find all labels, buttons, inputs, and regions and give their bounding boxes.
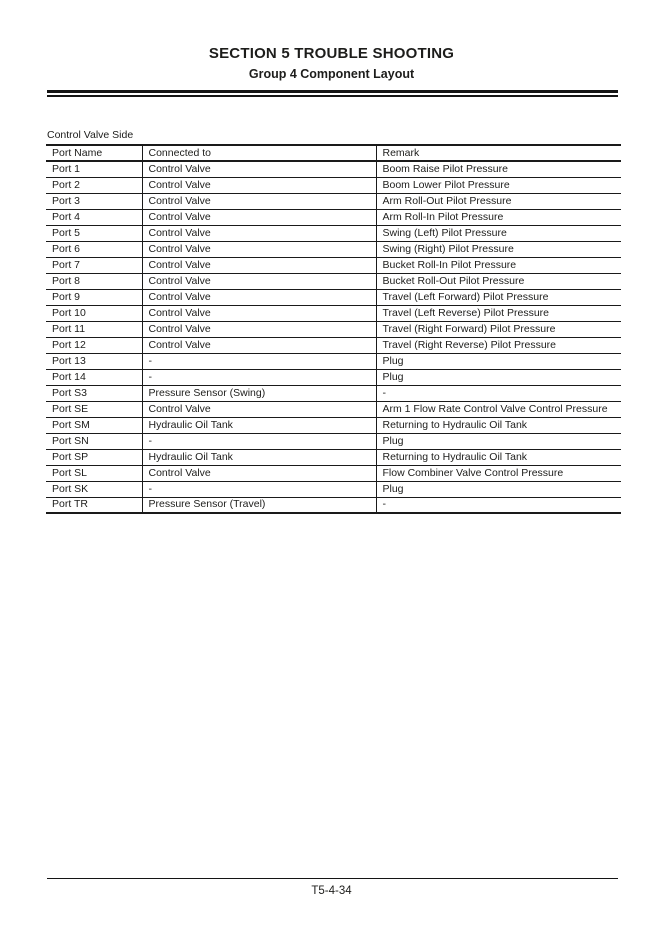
table-cell: Swing (Right) Pilot Pressure <box>376 241 621 257</box>
table-cell: Control Valve <box>142 289 376 305</box>
table-cell: - <box>142 433 376 449</box>
footer-divider <box>47 878 618 879</box>
table-row <box>46 305 621 321</box>
table-row <box>46 433 621 449</box>
col-header-remark: Remark <box>376 145 621 161</box>
table-cell: Port SL <box>46 465 142 481</box>
table-cell: Control Valve <box>142 241 376 257</box>
table-row <box>46 321 621 337</box>
table-row <box>46 417 621 433</box>
table-cell: Arm Roll-Out Pilot Pressure <box>376 193 621 209</box>
table-cell: Hydraulic Oil Tank <box>142 417 376 433</box>
table-cell: Port 1 <box>46 161 142 177</box>
table-row <box>46 273 621 289</box>
table-cell: Pressure Sensor (Travel) <box>142 497 376 513</box>
group-title: Group 4 Component Layout <box>248 67 415 81</box>
table-cell: Port SE <box>46 401 142 417</box>
port-table <box>46 144 621 514</box>
table-cell: Port 13 <box>46 353 142 369</box>
table-row <box>46 193 621 209</box>
table-row <box>46 497 621 513</box>
table-cell: Port S3 <box>46 385 142 401</box>
table-cell: - <box>376 385 621 401</box>
table-cell: Port 7 <box>46 257 142 273</box>
page-header <box>0 46 663 97</box>
table-cell: Port 4 <box>46 209 142 225</box>
table-row <box>46 257 621 273</box>
table-cell: Control Valve <box>142 209 376 225</box>
table-row <box>46 241 621 257</box>
table-caption: Control Valve Side <box>47 129 134 141</box>
table-cell: Port SN <box>46 433 142 449</box>
table-row <box>46 161 621 177</box>
table-cell: Port SP <box>46 449 142 465</box>
table-cell: Plug <box>376 481 621 497</box>
table-cell: Arm 1 Flow Rate Control Valve Control Pressure <box>376 401 621 417</box>
table-cell: Swing (Left) Pilot Pressure <box>376 225 621 241</box>
table-row <box>46 177 621 193</box>
table-cell: Bucket Roll-In Pilot Pressure <box>376 257 621 273</box>
table-cell: Port TR <box>46 497 142 513</box>
table-cell: Port 2 <box>46 177 142 193</box>
table-cell: Port 5 <box>46 225 142 241</box>
table-cell: Control Valve <box>142 193 376 209</box>
table-cell: Control Valve <box>142 465 376 481</box>
table-cell: Returning to Hydraulic Oil Tank <box>376 449 621 465</box>
col-header-port-name: Port Name <box>46 145 142 161</box>
table-cell: - <box>142 353 376 369</box>
table-cell: Port 9 <box>46 289 142 305</box>
table-cell: Arm Roll-In Pilot Pressure <box>376 209 621 225</box>
table-cell: Control Valve <box>142 321 376 337</box>
section-title: SECTION 5 TROUBLE SHOOTING <box>208 45 455 62</box>
table-row <box>46 225 621 241</box>
table-header-row <box>46 145 621 161</box>
table-row <box>46 289 621 305</box>
table-cell: Control Valve <box>142 177 376 193</box>
table-cell: - <box>382 498 386 511</box>
table-cell: Control Valve <box>142 225 376 241</box>
table-cell: Travel (Right Reverse) Pilot Pressure <box>376 337 621 353</box>
table-cell: Control Valve <box>142 273 376 289</box>
table-cell: Flow Combiner Valve Control Pressure <box>376 465 621 481</box>
table-row <box>46 209 621 225</box>
table-row <box>46 337 621 353</box>
table-cell: Port 11 <box>46 321 142 337</box>
table-cell: Port SM <box>46 417 142 433</box>
table-row <box>46 401 621 417</box>
table-cell: Control Valve <box>142 401 376 417</box>
table-cell: Plug <box>376 353 621 369</box>
page-number: T5-4-34 <box>311 885 352 897</box>
table-body <box>46 161 621 513</box>
table-cell: Port 3 <box>46 193 142 209</box>
table-cell: Plug <box>376 369 621 385</box>
table-row <box>46 449 621 465</box>
table-cell: Port 14 <box>46 369 142 385</box>
table-cell: - <box>142 369 376 385</box>
table-cell: Boom Raise Pilot Pressure <box>376 161 621 177</box>
table-cell: Control Valve <box>142 257 376 273</box>
table-row <box>46 385 621 401</box>
header-divider <box>47 90 618 97</box>
table-cell: Bucket Roll-Out Pilot Pressure <box>376 273 621 289</box>
table-cell: Port 10 <box>46 305 142 321</box>
table-row <box>46 369 621 385</box>
table-row <box>46 353 621 369</box>
table-cell: Returning to Hydraulic Oil Tank <box>376 417 621 433</box>
table-cell: Travel (Left Forward) Pilot Pressure <box>376 289 621 305</box>
table-cell: Control Valve <box>142 337 376 353</box>
table-cell: Boom Lower Pilot Pressure <box>376 177 621 193</box>
table-cell: Port 8 <box>46 273 142 289</box>
table-cell: Control Valve <box>142 161 376 177</box>
table-cell: Travel (Right Forward) Pilot Pressure <box>376 321 621 337</box>
table-cell: Pressure Sensor (Swing) <box>142 385 376 401</box>
table-cell: Port 12 <box>46 337 142 353</box>
table-cell: Port 6 <box>46 241 142 257</box>
table-cell: Hydraulic Oil Tank <box>142 449 376 465</box>
table-cell: - <box>142 481 376 497</box>
table-cell: Control Valve <box>142 305 376 321</box>
table-cell: Plug <box>376 433 621 449</box>
col-header-connected-to: Connected to <box>142 145 376 161</box>
table-cell: Port SK <box>46 481 142 497</box>
table-row <box>46 465 621 481</box>
table-cell: Travel (Left Reverse) Pilot Pressure <box>376 305 621 321</box>
table-row <box>46 481 621 497</box>
